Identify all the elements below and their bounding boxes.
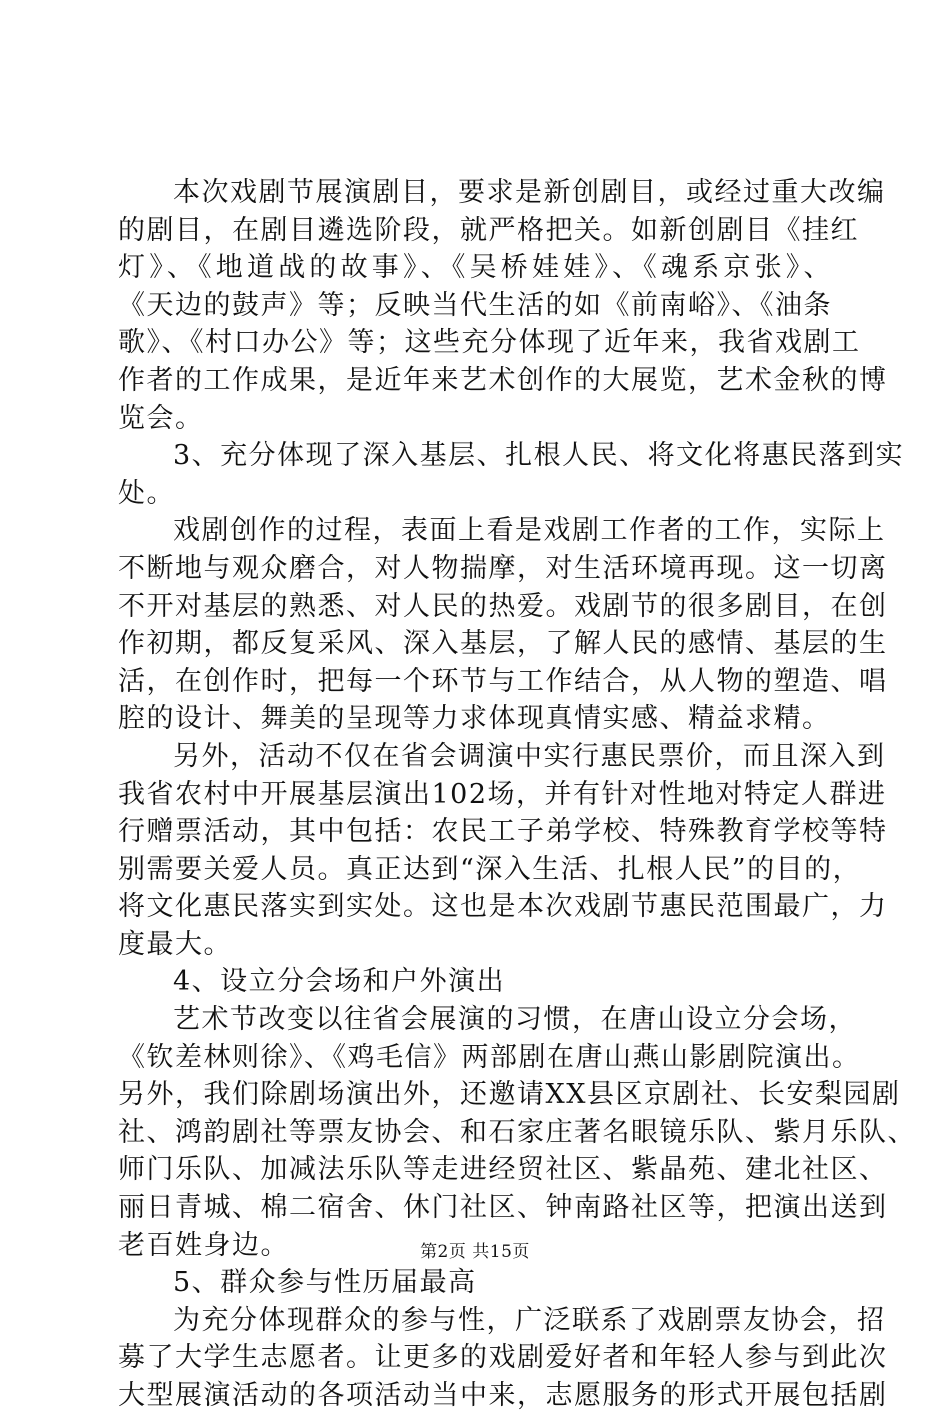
paragraph-line: 不断地与观众磨合，对人物揣摩，对生活环境再现。这一切离	[118, 552, 888, 584]
paragraph-line: 社、鸿韵剧社等票友协会、和石家庄著名眼镜乐队、紫月乐队、	[118, 1116, 916, 1148]
paragraph-line: 灯》、《地道战的故事》、《吴桥娃娃》、《魂系京张》、	[118, 252, 832, 284]
paragraph-line: 大型展演活动的各项活动当中来，志愿服务的形式开展包括剧	[118, 1380, 888, 1411]
paragraph-line: 的剧目，在剧目遴选阶段，就严格把关。如新创剧目《挂红	[118, 214, 859, 246]
paragraph-line: 老百姓身边。	[118, 1229, 289, 1261]
paragraph-line: 作初期，都反复采风、深入基层，了解人民的感情、基层的生	[118, 628, 888, 660]
paragraph-line: 戏剧创作的过程，表面上看是戏剧工作者的工作，实际上	[173, 515, 886, 547]
paragraph-line: 览会。	[118, 402, 204, 434]
paragraph-line: 度最大。	[118, 928, 232, 960]
section-heading-continuation: 处。	[118, 477, 175, 509]
paragraph-line: 丽日青城、棉二宿舍、休门社区、钟南路社区等，把演出送到	[118, 1192, 888, 1224]
paragraph-line: 将文化惠民落实到实处。这也是本次戏剧节惠民范围最广，力	[118, 891, 888, 923]
paragraph-line: 另外，我们除剧场演出外，还邀请XX县区京剧社、长安梨园剧	[118, 1079, 901, 1111]
paragraph-line: 《天边的鼓声》等；反映当代生活的如《前南峪》、《油条	[118, 289, 832, 321]
paragraph-line: 歌》、《村口办公》等；这些充分体现了近年来，我省戏剧工	[118, 327, 861, 359]
section-heading: 5、群众参与性历届最高	[173, 1267, 477, 1299]
paragraph-line: 《钦差林则徐》、《鸡毛信》两部剧在唐山燕山影剧院演出。	[118, 1041, 861, 1073]
paragraph-line: 募了大学生志愿者。让更多的戏剧爱好者和年轻人参与到此次	[118, 1342, 888, 1374]
paragraph-line: 另外，活动不仅在省会调演中实行惠民票价，而且深入到	[173, 740, 886, 772]
paragraph-line: 不开对基层的熟悉、对人民的热爱。戏剧节的很多剧目，在创	[118, 590, 888, 622]
paragraph-line: 行赠票活动，其中包括：农民工子弟学校、特殊教育学校等特	[118, 816, 888, 848]
paragraph-line: 作者的工作成果，是近年来艺术创作的大展览，艺术金秋的博	[118, 364, 888, 396]
section-heading: 3、充分体现了深入基层、扎根人民、将文化将惠民落到实	[173, 440, 905, 472]
paragraph-line: 我省农村中开展基层演出102场，并有针对性地对特定人群进	[118, 778, 887, 810]
page-number-footer: 第2页 共15页	[420, 1242, 530, 1262]
paragraph-line: 为充分体现群众的参与性，广泛联系了戏剧票友协会，招	[173, 1304, 886, 1336]
paragraph-line: 活，在创作时，把每一个环节与工作结合，从人物的塑造、唱	[118, 665, 888, 697]
paragraph-line: 本次戏剧节展演剧目，要求是新创剧目，或经过重大改编	[173, 177, 886, 208]
paragraph-line: 师门乐队、加减法乐队等走进经贸社区、紫晶苑、建北社区、	[118, 1154, 888, 1186]
section-heading: 4、设立分会场和户外演出	[173, 966, 506, 998]
paragraph-line: 腔的设计、舞美的呈现等力求体现真情实感、精益求精。	[118, 703, 831, 735]
body-text	[118, 174, 916, 1415]
paragraph-line: 别需要关爱人员。真正达到“深入生活、扎根人民”的目的，	[118, 853, 862, 885]
paragraph-line: 艺术节改变以往省会展演的习惯，在唐山设立分会场，	[173, 1004, 857, 1036]
